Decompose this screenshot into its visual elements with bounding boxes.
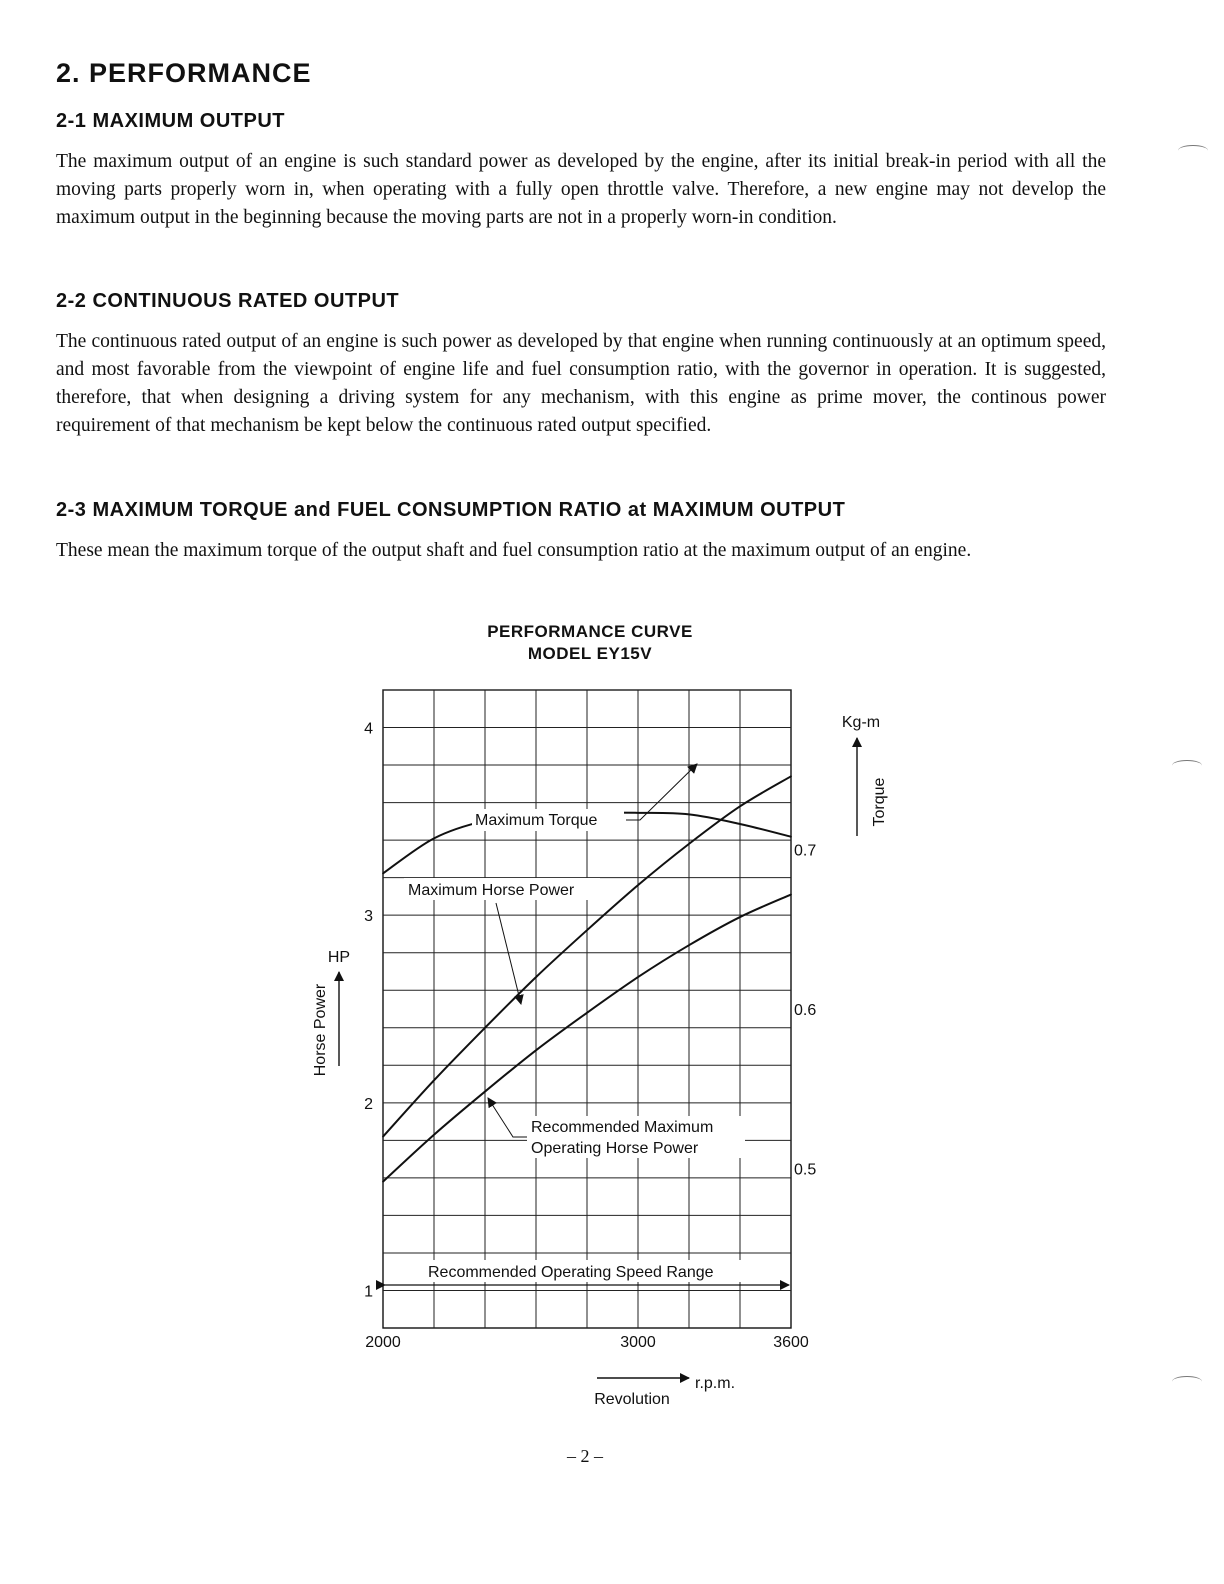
data-point — [433, 1079, 435, 1081]
horse-power-axis-label: Horse Power — [312, 983, 329, 1077]
section-heading-continuous-rated-output: 2-2 CONTINUOUS RATED OUTPUT — [56, 290, 400, 312]
annotation-operating-horse-power: Operating Horse Power — [531, 1140, 699, 1157]
annotation-leader-max-torque — [626, 764, 697, 820]
data-point — [382, 1181, 384, 1183]
binding-mark — [1178, 145, 1208, 156]
page-number: – 2 – — [567, 1446, 603, 1466]
y-right-tick-label: 0.6 — [794, 1002, 817, 1019]
revolution-axis-label: Revolution — [594, 1391, 670, 1408]
data-point — [739, 916, 741, 918]
data-point — [382, 1136, 384, 1138]
y-left-tick-label: 2 — [364, 1095, 373, 1113]
data-point — [484, 1091, 486, 1093]
data-point — [586, 1012, 588, 1014]
annotation-max-horse-power: Maximum Horse Power — [408, 882, 575, 899]
x-tick-label: 2000 — [365, 1334, 401, 1351]
data-point — [433, 837, 435, 839]
data-point — [382, 873, 384, 875]
rpm-unit-label: r.p.m. — [695, 1375, 736, 1392]
binding-mark — [1172, 760, 1202, 771]
y-right-tick-label: 0.5 — [794, 1161, 817, 1179]
y-left-tick-label: 1 — [364, 1283, 373, 1301]
operating-speed-range-label: Recommended Operating Speed Range — [428, 1264, 714, 1281]
annotation-leader-max-hp — [496, 903, 521, 1004]
section-body-max-torque-fuel: These mean the maximum torque of the output shaft and fuel consumption ratio at the maximum output of an engine. — [56, 540, 972, 561]
section-heading-max-torque-fuel: 2-3 MAXIMUM TORQUE and FUEL CONSUMPTION RATIO at MAXIMUM OUTPUT — [56, 499, 846, 521]
data-point — [739, 805, 741, 807]
binding-mark — [1172, 1376, 1202, 1387]
y-left-tick-label: 3 — [364, 908, 373, 926]
annotation-recommended-maximum: Recommended Maximum — [531, 1119, 714, 1136]
data-point — [790, 836, 792, 838]
page-title: 2. PERFORMANCE — [56, 58, 312, 88]
y-left-tick-label: 4 — [364, 720, 373, 738]
section-body-maximum-output: The maximum output of an engine is such standard power as developed by the engine, after its initial break-in period with all the moving parts properly worn in, when operating with a fully open throttle valve. Therefore, a new engine may not develop the maximum output in the beginning because the moving parts are not in a properly worn-in condition. — [56, 151, 1106, 228]
x-tick-label: 3000 — [620, 1334, 656, 1351]
data-point — [484, 1027, 486, 1029]
data-point — [637, 812, 639, 814]
chart-grid — [383, 690, 791, 1328]
data-point — [688, 944, 690, 946]
y-right-tick-label: 0.7 — [794, 842, 817, 860]
x-tick-label: 3600 — [773, 1334, 809, 1351]
chart-title: PERFORMANCE CURVE — [487, 622, 693, 641]
data-point — [637, 884, 639, 886]
chart-subtitle: MODEL EY15V — [527, 644, 653, 663]
annotation-max-torque: Maximum Torque — [475, 812, 598, 829]
data-point — [790, 894, 792, 896]
data-point — [586, 929, 588, 931]
data-point — [637, 976, 639, 978]
data-point — [790, 775, 792, 777]
data-point — [433, 1134, 435, 1136]
data-point — [535, 976, 537, 978]
section-heading-maximum-output: 2-1 MAXIMUM OUTPUT — [56, 110, 285, 132]
torque-unit-label: Kg-m — [841, 714, 881, 731]
data-point — [688, 843, 690, 845]
annotation-leader-recommended-hp — [488, 1098, 527, 1137]
hp-unit-label: HP — [327, 949, 351, 966]
data-point — [739, 823, 741, 825]
section-body-continuous-rated-output: The continuous rated output of an engine is such power as developed by that engine when running continuously at an optimum speed, and most favorable from the viewpoint of engine life and fuel consumption ratio, with the governor in operation. It is suggested, therefore, that when designing a driving system for any mechanism, with this engine as prime mover, the continous power requirement of that mechanism be kept below the continuous rated output specified. — [56, 331, 1106, 436]
data-point — [688, 814, 690, 816]
torque-axis-label: Torque — [871, 777, 888, 827]
data-point — [535, 1049, 537, 1051]
